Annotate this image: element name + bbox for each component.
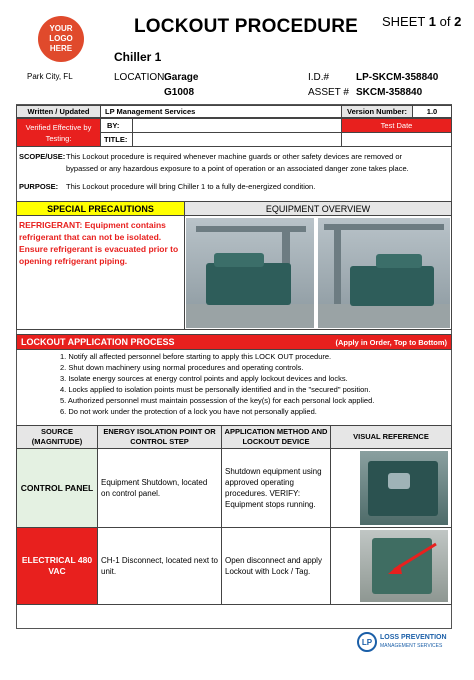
col-header-visual: VISUAL REFERENCE bbox=[330, 425, 452, 449]
table-row-method: Shutdown equipment using approved operating procedures. VERIFY: Equipment stops running. bbox=[221, 448, 331, 528]
table-row-point: Equipment Shutdown, located on control panel. bbox=[97, 448, 222, 528]
table-row-source: ELECTRICAL 480 VAC bbox=[16, 527, 98, 605]
process-step: 5. Authorized personnel must maintain possession of the key(s) for each personal lock applied. bbox=[60, 396, 375, 405]
col-header-source: SOURCE (MAGNITUDE) bbox=[16, 425, 98, 449]
sheet-total: 2 bbox=[454, 14, 462, 29]
logo-line-3: HERE bbox=[49, 44, 73, 53]
page-title: LOCKOUT PROCEDURE bbox=[134, 16, 359, 37]
equipment-overview-header: EQUIPMENT OVERVIEW bbox=[184, 201, 452, 216]
table-row-method: Open disconnect and apply Lockout with Lock / Tag. bbox=[221, 527, 331, 605]
process-step: 2. Shut down machinery using normal procedures and operating controls. bbox=[60, 363, 304, 372]
verified-label: Verified Effective by Testing: bbox=[16, 118, 101, 147]
city-label: Park City, FL bbox=[27, 72, 73, 81]
process-steps bbox=[60, 351, 374, 417]
scope-label: SCOPE/USE: bbox=[19, 152, 66, 161]
location-value: Garage bbox=[164, 72, 199, 83]
test-date-field[interactable] bbox=[341, 132, 452, 147]
company-logo bbox=[38, 16, 84, 62]
process-step: 1. Notify all affected personnel before starting to apply this LOCK OUT procedure. bbox=[60, 352, 332, 361]
scope-line-1: This Lockout procedure is required whenever machine guards or other safety devices are removed or bbox=[66, 152, 403, 161]
scope-line-2: bypassed or any hazardous exposure to a point of operation or an associated danger zone takes place. bbox=[66, 164, 409, 173]
test-date-label: Test Date bbox=[341, 118, 452, 133]
sheet-indicator bbox=[382, 14, 461, 29]
col-header-point: ENERGY ISOLATION POINT OR CONTROL STEP bbox=[97, 425, 222, 449]
refrigerant-text: Equipment contains refrigerant that can not be isolated. Ensure refrigerant is evacuated prior to opening refrigerant piping. bbox=[19, 220, 179, 266]
table-row-point: CH-1 Disconnect, located next to unit. bbox=[97, 527, 222, 605]
equipment-name: Chiller 1 bbox=[114, 50, 162, 64]
refrigerant-label: REFRIGERANT: bbox=[19, 220, 83, 230]
equipment-photo-1 bbox=[186, 218, 314, 328]
asset-label: ASSET # bbox=[308, 87, 349, 98]
by-label: BY: bbox=[100, 118, 133, 133]
disconnect-photo bbox=[360, 530, 448, 602]
title-field[interactable] bbox=[132, 132, 342, 147]
location-code: G1008 bbox=[164, 87, 195, 98]
sheet-of: of bbox=[439, 14, 451, 29]
written-value: LP Management Services bbox=[100, 105, 342, 118]
version-label: Version Number: bbox=[341, 105, 413, 118]
version-value: 1.0 bbox=[412, 105, 452, 118]
purpose-text: This Lockout procedure will bring Chiller 1 to a fully de-energized condition. bbox=[66, 182, 316, 191]
control-panel-photo bbox=[360, 451, 448, 525]
special-precautions-header: SPECIAL PRECAUTIONS bbox=[16, 201, 185, 216]
sheet-prefix: SHEET bbox=[382, 14, 426, 29]
id-value: LP-SKCM-358840 bbox=[356, 72, 439, 83]
col-header-method: APPLICATION METHOD AND LOCKOUT DEVICE bbox=[221, 425, 331, 449]
arrow-icon bbox=[380, 540, 440, 580]
footer-logo bbox=[357, 632, 447, 652]
process-subtitle: (Apply in Order, Top to Bottom) bbox=[335, 337, 447, 347]
sheet-number: 1 bbox=[428, 14, 436, 29]
special-precautions-text bbox=[19, 219, 183, 267]
title-label: TITLE: bbox=[100, 132, 133, 147]
equipment-photo-2 bbox=[318, 218, 450, 328]
table-row-source: CONTROL PANEL bbox=[16, 448, 98, 528]
location-label: LOCATION: bbox=[114, 72, 168, 83]
purpose-label: PURPOSE: bbox=[19, 182, 59, 191]
asset-value: SKCM-358840 bbox=[356, 87, 423, 98]
process-step: 4. Locks applied to isolation points must be personally identified and in the "secured" position. bbox=[60, 385, 371, 394]
process-header bbox=[16, 334, 452, 350]
by-field[interactable] bbox=[132, 118, 342, 133]
process-title: LOCKOUT APPLICATION PROCESS bbox=[21, 337, 175, 347]
brand-line-1: LOSS PREVENTION bbox=[380, 634, 447, 641]
lp-mark: LP bbox=[357, 632, 377, 652]
written-label: Written / Updated bbox=[16, 105, 101, 118]
process-step: 3. Isolate energy sources at energy control points and apply lockout devices and locks. bbox=[60, 374, 348, 383]
id-label: I.D.# bbox=[308, 72, 330, 83]
brand-line-2: MANAGEMENT SERVICES bbox=[380, 643, 443, 649]
process-step: 6. Do not work under the protection of a lock you have not personally applied. bbox=[60, 407, 317, 416]
logo-line-1: YOUR bbox=[49, 24, 73, 33]
logo-line-2: LOGO bbox=[49, 34, 73, 43]
